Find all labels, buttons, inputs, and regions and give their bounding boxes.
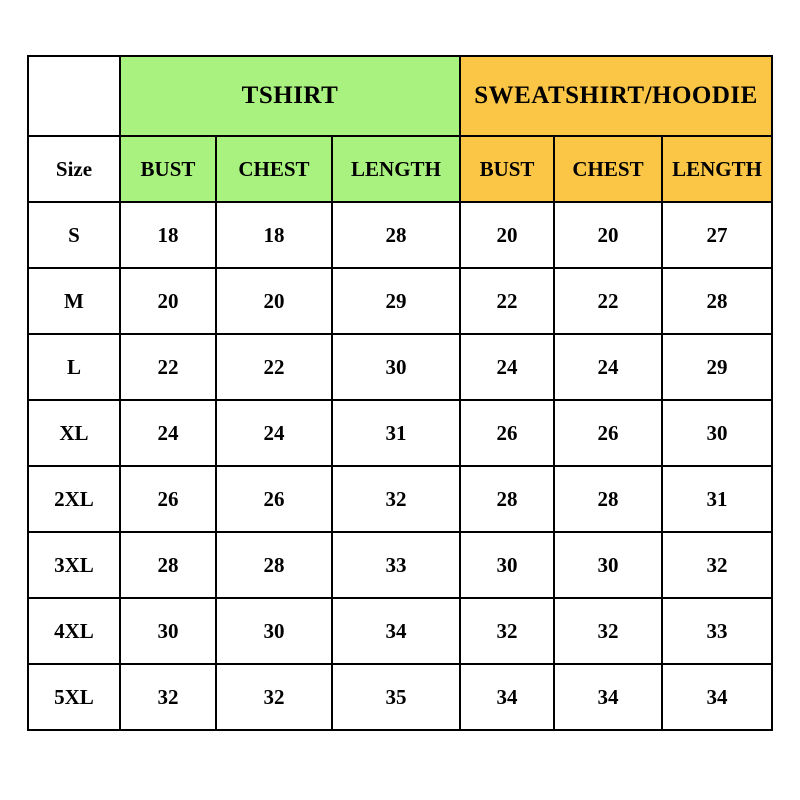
cell-sweatshirt-bust: 24 bbox=[460, 334, 554, 400]
cell-tshirt-chest: 18 bbox=[216, 202, 332, 268]
cell-sweatshirt-length: 32 bbox=[662, 532, 772, 598]
group-header-sweatshirt: SWEATSHIRT/HOODIE bbox=[460, 56, 772, 136]
cell-size: S bbox=[28, 202, 120, 268]
cell-sweatshirt-chest: 24 bbox=[554, 334, 662, 400]
column-header-sweatshirt-bust: BUST bbox=[460, 136, 554, 202]
cell-sweatshirt-length: 28 bbox=[662, 268, 772, 334]
cell-size: XL bbox=[28, 400, 120, 466]
cell-tshirt-chest: 32 bbox=[216, 664, 332, 730]
cell-sweatshirt-chest: 26 bbox=[554, 400, 662, 466]
cell-sweatshirt-bust: 34 bbox=[460, 664, 554, 730]
table-body bbox=[28, 202, 772, 730]
cell-tshirt-chest: 22 bbox=[216, 334, 332, 400]
table-row bbox=[28, 532, 772, 598]
cell-tshirt-chest: 26 bbox=[216, 466, 332, 532]
cell-sweatshirt-chest: 20 bbox=[554, 202, 662, 268]
table-row bbox=[28, 598, 772, 664]
cell-tshirt-bust: 22 bbox=[120, 334, 216, 400]
table-row bbox=[28, 268, 772, 334]
cell-tshirt-chest: 30 bbox=[216, 598, 332, 664]
column-header-size: Size bbox=[28, 136, 120, 202]
cell-tshirt-bust: 18 bbox=[120, 202, 216, 268]
size-chart-container bbox=[27, 55, 773, 731]
column-header-tshirt-length: LENGTH bbox=[332, 136, 460, 202]
cell-sweatshirt-length: 31 bbox=[662, 466, 772, 532]
cell-tshirt-chest: 28 bbox=[216, 532, 332, 598]
cell-size: 3XL bbox=[28, 532, 120, 598]
table-row bbox=[28, 664, 772, 730]
cell-tshirt-length: 31 bbox=[332, 400, 460, 466]
cell-sweatshirt-bust: 26 bbox=[460, 400, 554, 466]
column-header-row bbox=[28, 136, 772, 202]
cell-sweatshirt-chest: 34 bbox=[554, 664, 662, 730]
cell-sweatshirt-chest: 32 bbox=[554, 598, 662, 664]
cell-sweatshirt-chest: 22 bbox=[554, 268, 662, 334]
cell-sweatshirt-length: 30 bbox=[662, 400, 772, 466]
column-header-sweatshirt-chest: CHEST bbox=[554, 136, 662, 202]
table-header bbox=[28, 56, 772, 202]
cell-tshirt-bust: 26 bbox=[120, 466, 216, 532]
cell-sweatshirt-length: 29 bbox=[662, 334, 772, 400]
cell-sweatshirt-bust: 22 bbox=[460, 268, 554, 334]
table-row bbox=[28, 334, 772, 400]
cell-tshirt-bust: 24 bbox=[120, 400, 216, 466]
cell-tshirt-length: 34 bbox=[332, 598, 460, 664]
cell-sweatshirt-bust: 20 bbox=[460, 202, 554, 268]
cell-tshirt-bust: 20 bbox=[120, 268, 216, 334]
cell-tshirt-length: 28 bbox=[332, 202, 460, 268]
cell-size: L bbox=[28, 334, 120, 400]
cell-size: 4XL bbox=[28, 598, 120, 664]
corner-blank-cell bbox=[28, 56, 120, 136]
cell-sweatshirt-bust: 30 bbox=[460, 532, 554, 598]
cell-sweatshirt-length: 34 bbox=[662, 664, 772, 730]
cell-tshirt-length: 35 bbox=[332, 664, 460, 730]
cell-sweatshirt-bust: 32 bbox=[460, 598, 554, 664]
table-row bbox=[28, 466, 772, 532]
cell-size: 5XL bbox=[28, 664, 120, 730]
cell-sweatshirt-bust: 28 bbox=[460, 466, 554, 532]
group-header-row bbox=[28, 56, 772, 136]
cell-tshirt-bust: 30 bbox=[120, 598, 216, 664]
cell-tshirt-chest: 24 bbox=[216, 400, 332, 466]
cell-size: M bbox=[28, 268, 120, 334]
cell-sweatshirt-length: 33 bbox=[662, 598, 772, 664]
cell-tshirt-length: 32 bbox=[332, 466, 460, 532]
cell-tshirt-chest: 20 bbox=[216, 268, 332, 334]
column-header-sweatshirt-length: LENGTH bbox=[662, 136, 772, 202]
size-chart-table bbox=[27, 55, 773, 731]
cell-tshirt-bust: 28 bbox=[120, 532, 216, 598]
group-header-tshirt: TSHIRT bbox=[120, 56, 460, 136]
cell-tshirt-length: 30 bbox=[332, 334, 460, 400]
table-row bbox=[28, 202, 772, 268]
column-header-tshirt-bust: BUST bbox=[120, 136, 216, 202]
table-row bbox=[28, 400, 772, 466]
cell-sweatshirt-chest: 28 bbox=[554, 466, 662, 532]
cell-tshirt-length: 29 bbox=[332, 268, 460, 334]
cell-sweatshirt-chest: 30 bbox=[554, 532, 662, 598]
cell-tshirt-length: 33 bbox=[332, 532, 460, 598]
cell-tshirt-bust: 32 bbox=[120, 664, 216, 730]
cell-size: 2XL bbox=[28, 466, 120, 532]
cell-sweatshirt-length: 27 bbox=[662, 202, 772, 268]
column-header-tshirt-chest: CHEST bbox=[216, 136, 332, 202]
